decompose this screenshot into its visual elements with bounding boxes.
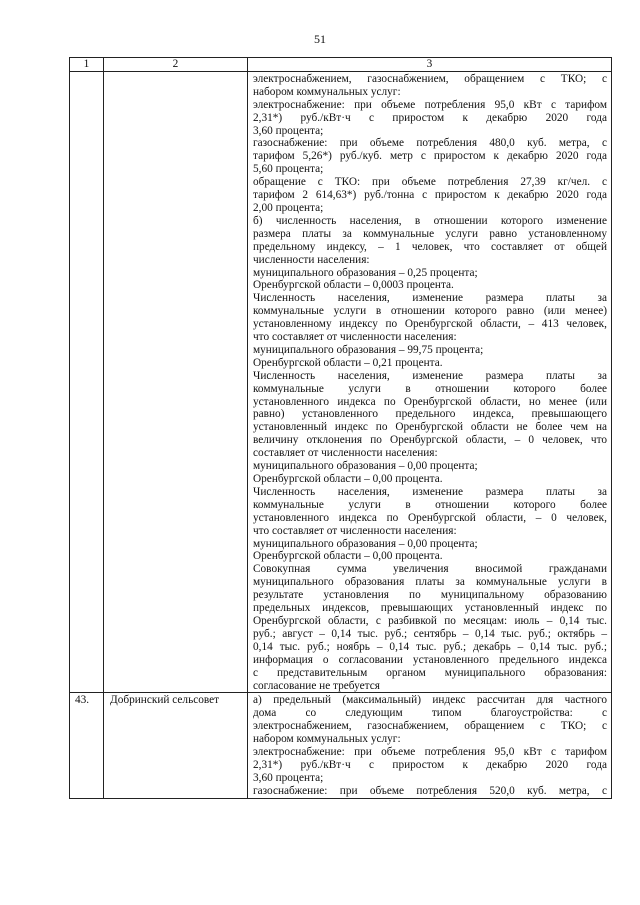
text-line: 5,60 процента; — [253, 163, 324, 176]
table-header-row — [70, 58, 612, 72]
text-line: предельных индексов, превышающих установленный индекс по — [253, 602, 607, 615]
text-line: набором коммунальных услуг: — [253, 733, 401, 746]
text-line: коммунальные услуги в отношении которого более — [253, 382, 607, 395]
settlement-name: Добринский сельсовет — [104, 693, 248, 798]
text-line: информация о согласовании установленного предельного индекса — [253, 653, 607, 666]
text-line: предельному индексу, – 1 человек, что составляет от общей — [253, 240, 607, 253]
settlement-name — [104, 71, 248, 693]
header-cell-2: 2 — [104, 58, 248, 72]
page-number: 51 — [314, 32, 326, 46]
text-line: дома со следующим типом благоустройства: с — [253, 707, 607, 720]
data-table — [69, 57, 612, 799]
text-line: муниципального образования – 0,00 процента; — [253, 460, 478, 473]
description-cell — [248, 693, 612, 798]
text-line: что составляет от численности населения: — [253, 524, 457, 537]
text-line: с представительным органом муниципального образования: — [253, 666, 607, 679]
text-line: электроснабжение: при объеме потребления 95,0 кВт с тарифом — [253, 98, 607, 111]
text-line: муниципального образования – 0,00 процента; — [253, 537, 478, 550]
text-line: электроснабжение: при объеме потребления 95,0 кВт с тарифом — [253, 746, 607, 759]
text-line: 2,31*) руб./кВт·ч с приростом к декабрю 2020 года — [253, 758, 607, 771]
text-line: Численность населения, изменение размера платы за — [253, 292, 607, 305]
text-line: руб.; август – 0,14 тыс. руб.; сентябрь – 0,14 тыс. руб.; октябрь – — [253, 627, 607, 640]
table-row-43 — [70, 693, 612, 798]
description-cell — [248, 71, 612, 693]
text-line: а) предельный (максимальный) индекс рассчитан для частного — [253, 694, 607, 707]
text-line: газоснабжение: при объеме потребления 480,0 куб. метра, с — [253, 137, 607, 150]
text-line: коммунальные услуги в отношении которого равно (или менее) — [253, 305, 607, 318]
header-cell-3: 3 — [248, 58, 612, 72]
text-line: муниципального образования – 0,25 процента; — [253, 266, 478, 279]
text-line: составляет от численности населения: — [253, 447, 438, 460]
text-line: установленного индекса по Оренбургской области, – 0 человек, — [253, 511, 607, 524]
text-line: электроснабжением, газоснабжением, обращением с ТКО; с — [253, 72, 607, 85]
text-line: Оренбургской области – 0,00 процента. — [253, 473, 443, 485]
header-cell-1: 1 — [70, 58, 104, 72]
text-line: численности населения: — [253, 253, 370, 266]
text-line: Оренбургской области, с разбивкой по месяцам: июль – 0,14 тыс. — [253, 614, 607, 627]
text-line: б) численность населения, в отношении которого изменение — [253, 214, 607, 227]
text-line: установленного индекса по Оренбургской области, но менее (или — [253, 395, 607, 408]
text-line: набором коммунальных услуг: — [253, 85, 401, 98]
text-line: коммунальные услуги в отношении которого более — [253, 498, 607, 511]
text-line: 3,60 процента; — [253, 124, 324, 137]
text-line: результате установления по муниципальному образованию — [253, 589, 607, 602]
text-line: тарифом 5,26*) руб./куб. метр с приростом к декабрю 2020 года — [253, 150, 607, 163]
text-line: тарифом 2 614,63*) руб./тонна с приростом к декабрю 2020 года — [253, 189, 607, 202]
text-line: Оренбургской области – 0,21 процента. — [253, 356, 443, 369]
text-line: обращение с ТКО: при объеме потребления 27,39 кг/чел. с — [253, 176, 607, 189]
text-line: равно) установленного предельного индекса, превышающего — [253, 408, 607, 421]
text-line: Оренбургской области – 0,00 процента. — [253, 550, 443, 563]
text-line: что составляет от численности населения: — [253, 331, 457, 344]
text-line: 3,60 процента; — [253, 771, 324, 784]
text-line: муниципального образования – 99,75 процента; — [253, 343, 484, 356]
text-line: установленный индекс по Оренбургской области не более чем на — [253, 421, 607, 434]
text-line: Оренбургской области – 0,0003 процента. — [253, 279, 454, 292]
text-line: Совокупная сумма увеличения вносимой гражданами — [253, 563, 607, 576]
text-line: размера платы за коммунальные услуги равно установленному — [253, 227, 607, 240]
text-line: Численность населения, изменение размера платы за — [253, 369, 607, 382]
text-line: установленному индексу по Оренбургской области, – 413 человек, — [253, 318, 607, 331]
row-number: 43. — [70, 693, 104, 798]
text-line: муниципального образования платы за коммунальные услуги в — [253, 576, 607, 589]
text-line: электроснабжением, газоснабжением, обращением с ТКО; с — [253, 720, 607, 733]
text-line: 2,00 процента; — [253, 201, 324, 214]
text-line: согласование не требуется — [253, 679, 380, 692]
text-line: Численность населения, изменение размера платы за — [253, 485, 607, 498]
table-row-continued — [70, 71, 612, 693]
text-line: величину отклонения по Оренбургской области, – 0 человек, что — [253, 434, 607, 447]
text-line: газоснабжение: при объеме потребления 520,0 куб. метра, с — [253, 784, 607, 797]
text-line: 0,14 тыс. руб.; ноябрь – 0,14 тыс. руб.; декабрь – 0,14 тыс. руб.; — [253, 640, 607, 653]
row-number — [70, 71, 104, 693]
text-line: 2,31*) руб./кВт·ч с приростом к декабрю 2020 года — [253, 111, 607, 124]
